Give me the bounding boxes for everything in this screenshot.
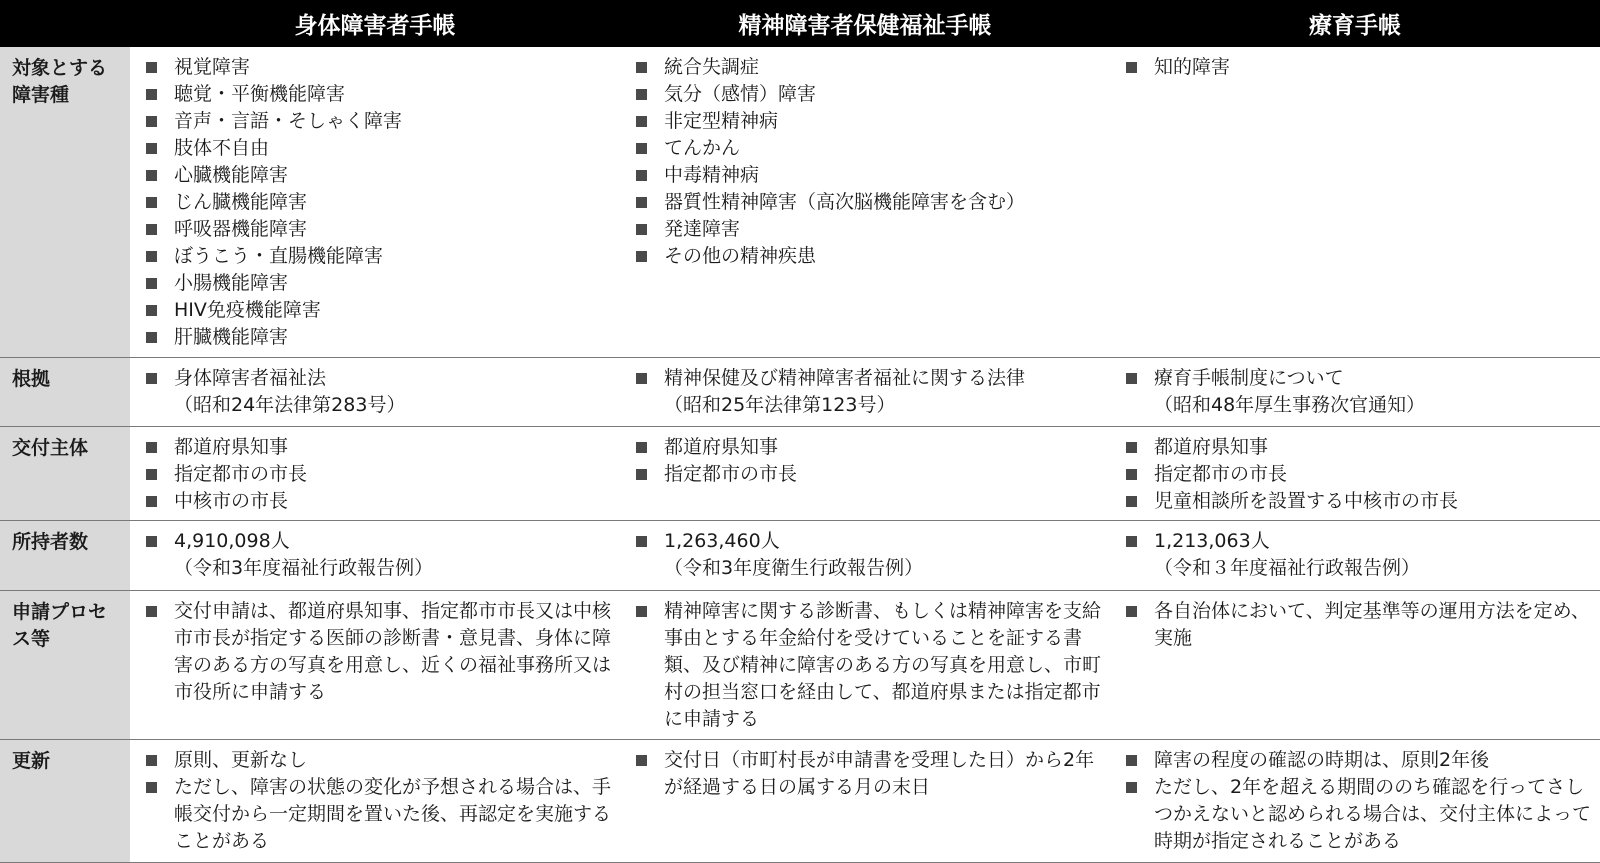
row-label: 対象とする障害種 [0, 47, 130, 357]
cell-mental [620, 47, 1110, 357]
list-item: 心臓機能障害 [146, 162, 612, 189]
list-item: 4,910,098人 （令和3年度福祉行政報告例） [146, 528, 612, 582]
cell-mental [620, 590, 1110, 740]
bullet-square-icon [146, 373, 157, 384]
bullet-square-icon [1126, 536, 1137, 547]
cell-physical [130, 740, 620, 863]
cell-mental [620, 521, 1110, 590]
list-item: 統合失調症 [636, 54, 1102, 81]
list-item: じん臓機能障害 [146, 189, 612, 216]
cell-ryoiku [1110, 426, 1600, 520]
list-item: 原則、更新なし [146, 747, 612, 774]
row-label: 申請プロセス等 [0, 590, 130, 740]
bullet-square-icon [146, 606, 157, 617]
list-item: 中核市の市長 [146, 488, 612, 515]
bullet-square-icon [146, 89, 157, 100]
list-item: 発達障害 [636, 216, 1102, 243]
list-item: HIV免疫機能障害 [146, 297, 612, 324]
row-label: 交付主体 [0, 426, 130, 520]
sub-note: （令和３年度福祉行政報告例） [1154, 557, 1421, 580]
bullet-square-icon [146, 442, 157, 453]
sub-note: （昭和48年厚生事務次官通知） [1154, 393, 1426, 416]
row-process [0, 590, 1600, 740]
row-issuer [0, 426, 1600, 520]
row-label: 根拠 [0, 357, 130, 426]
bullet-square-icon [636, 606, 647, 617]
list-item: 都道府県知事 [146, 434, 612, 461]
bullet-square-icon [636, 373, 647, 384]
list-item: 交付日（市町村長が申請書を受理した日）から2年が経過する日の属する月の末日 [636, 747, 1102, 801]
bullet-square-icon [636, 469, 647, 480]
bullet-square-icon [146, 251, 157, 262]
list-item: 身体障害者福祉法 （昭和24年法律第283号） [146, 365, 612, 419]
bullet-square-icon [1126, 62, 1137, 73]
header-physical: 身体障害者手帳 [130, 0, 620, 47]
list-item: 知的障害 [1126, 54, 1592, 81]
bullet-square-icon [636, 755, 647, 766]
bullet-square-icon [146, 496, 157, 507]
cell-physical [130, 590, 620, 740]
bullet-square-icon [146, 116, 157, 127]
list-item: 小腸機能障害 [146, 270, 612, 297]
bullet-square-icon [146, 755, 157, 766]
list-item: てんかん [636, 135, 1102, 162]
bullet-square-icon [146, 278, 157, 289]
bullet-square-icon [636, 143, 647, 154]
cell-physical [130, 426, 620, 520]
list-item: 気分（感情）障害 [636, 81, 1102, 108]
bullet-square-icon [636, 442, 647, 453]
list-item: 聴覚・平衡機能障害 [146, 81, 612, 108]
sub-note: （昭和25年法律第123号） [664, 393, 896, 416]
cell-ryoiku [1110, 521, 1600, 590]
list-item: その他の精神疾患 [636, 243, 1102, 270]
header-ryoiku: 療育手帳 [1110, 0, 1600, 47]
bullet-square-icon [146, 224, 157, 235]
list-item: 精神保健及び精神障害者福祉に関する法律 （昭和25年法律第123号） [636, 365, 1102, 419]
bullet-square-icon [146, 536, 157, 547]
row-basis [0, 357, 1600, 426]
bullet-square-icon [146, 305, 157, 316]
sub-note: （昭和24年法律第283号） [174, 393, 406, 416]
bullet-square-icon [636, 536, 647, 547]
list-item: 1,263,460人 （令和3年度衛生行政報告例） [636, 528, 1102, 582]
sub-note: （令和3年度福祉行政報告例） [174, 557, 434, 580]
cell-mental [620, 740, 1110, 863]
cell-ryoiku [1110, 740, 1600, 863]
list-item: 指定都市の市長 [146, 461, 612, 488]
list-item: 障害の程度の確認の時期は、原則2年後 [1126, 747, 1592, 774]
list-item: ただし、2年を超える期間ののち確認を行ってさしつかえないと認められる場合は、交付主体によって時期が指定されることがある [1126, 774, 1592, 855]
bullet-square-icon [1126, 606, 1137, 617]
list-item: 精神障害に関する診断書、もしくは精神障害を支給事由とする年金給付を受けていることを証する書類、及び精神に障害のある方の写真を用意し、市町村の担当窓口を経由して、都道府県または指定都市に申請する [636, 598, 1102, 733]
bullet-square-icon [636, 224, 647, 235]
list-item: 呼吸器機能障害 [146, 216, 612, 243]
bullet-square-icon [636, 62, 647, 73]
header-mental: 精神障害者保健福祉手帳 [620, 0, 1110, 47]
bullet-square-icon [146, 197, 157, 208]
list-item: 児童相談所を設置する中核市の市長 [1126, 488, 1592, 515]
cell-ryoiku [1110, 47, 1600, 357]
cell-physical [130, 521, 620, 590]
bullet-square-icon [146, 332, 157, 343]
bullet-square-icon [636, 197, 647, 208]
row-renewal [0, 740, 1600, 863]
cell-mental [620, 426, 1110, 520]
bullet-square-icon [636, 89, 647, 100]
bullet-square-icon [146, 170, 157, 181]
list-item: ただし、障害の状態の変化が予想される場合は、手帳交付から一定期間を置いた後、再認定を実施することがある [146, 774, 612, 855]
list-item: 1,213,063人 （令和３年度福祉行政報告例） [1126, 528, 1592, 582]
list-item: 非定型精神病 [636, 108, 1102, 135]
bullet-square-icon [146, 469, 157, 480]
bullet-square-icon [636, 170, 647, 181]
row-holders [0, 521, 1600, 590]
list-item: 指定都市の市長 [636, 461, 1102, 488]
cell-physical [130, 47, 620, 357]
sub-note: （令和3年度衛生行政報告例） [664, 557, 924, 580]
bullet-square-icon [1126, 469, 1137, 480]
bullet-square-icon [636, 251, 647, 262]
list-item: 都道府県知事 [636, 434, 1102, 461]
list-item: 肝臓機能障害 [146, 324, 612, 351]
bullet-square-icon [146, 143, 157, 154]
row-disability-types [0, 47, 1600, 357]
list-item: 各自治体において、判定基準等の運用方法を定め、実施 [1126, 598, 1592, 652]
cell-ryoiku [1110, 357, 1600, 426]
bullet-square-icon [146, 782, 157, 793]
list-item: 療育手帳制度について （昭和48年厚生事務次官通知） [1126, 365, 1592, 419]
list-item: 器質性精神障害（高次脳機能障害を含む） [636, 189, 1102, 216]
list-item: 都道府県知事 [1126, 434, 1592, 461]
row-label: 更新 [0, 740, 130, 863]
list-item: 中毒精神病 [636, 162, 1102, 189]
list-item: 指定都市の市長 [1126, 461, 1592, 488]
header-row [0, 0, 1600, 47]
list-item: 肢体不自由 [146, 135, 612, 162]
bullet-square-icon [1126, 373, 1137, 384]
list-item: 音声・言語・そしゃく障害 [146, 108, 612, 135]
cell-ryoiku [1110, 590, 1600, 740]
bullet-square-icon [1126, 782, 1137, 793]
cell-mental [620, 357, 1110, 426]
row-label: 所持者数 [0, 521, 130, 590]
cell-physical [130, 357, 620, 426]
bullet-square-icon [1126, 755, 1137, 766]
list-item: ぼうこう・直腸機能障害 [146, 243, 612, 270]
header-corner [0, 0, 130, 47]
bullet-square-icon [1126, 496, 1137, 507]
list-item: 視覚障害 [146, 54, 612, 81]
bullet-square-icon [146, 62, 157, 73]
bullet-square-icon [636, 116, 647, 127]
bullet-square-icon [1126, 442, 1137, 453]
list-item: 交付申請は、都道府県知事、指定都市市長又は中核市市長が指定する医師の診断書・意見書、身体に障害のある方の写真を用意し、近くの福祉事務所又は市役所に申請する [146, 598, 612, 706]
